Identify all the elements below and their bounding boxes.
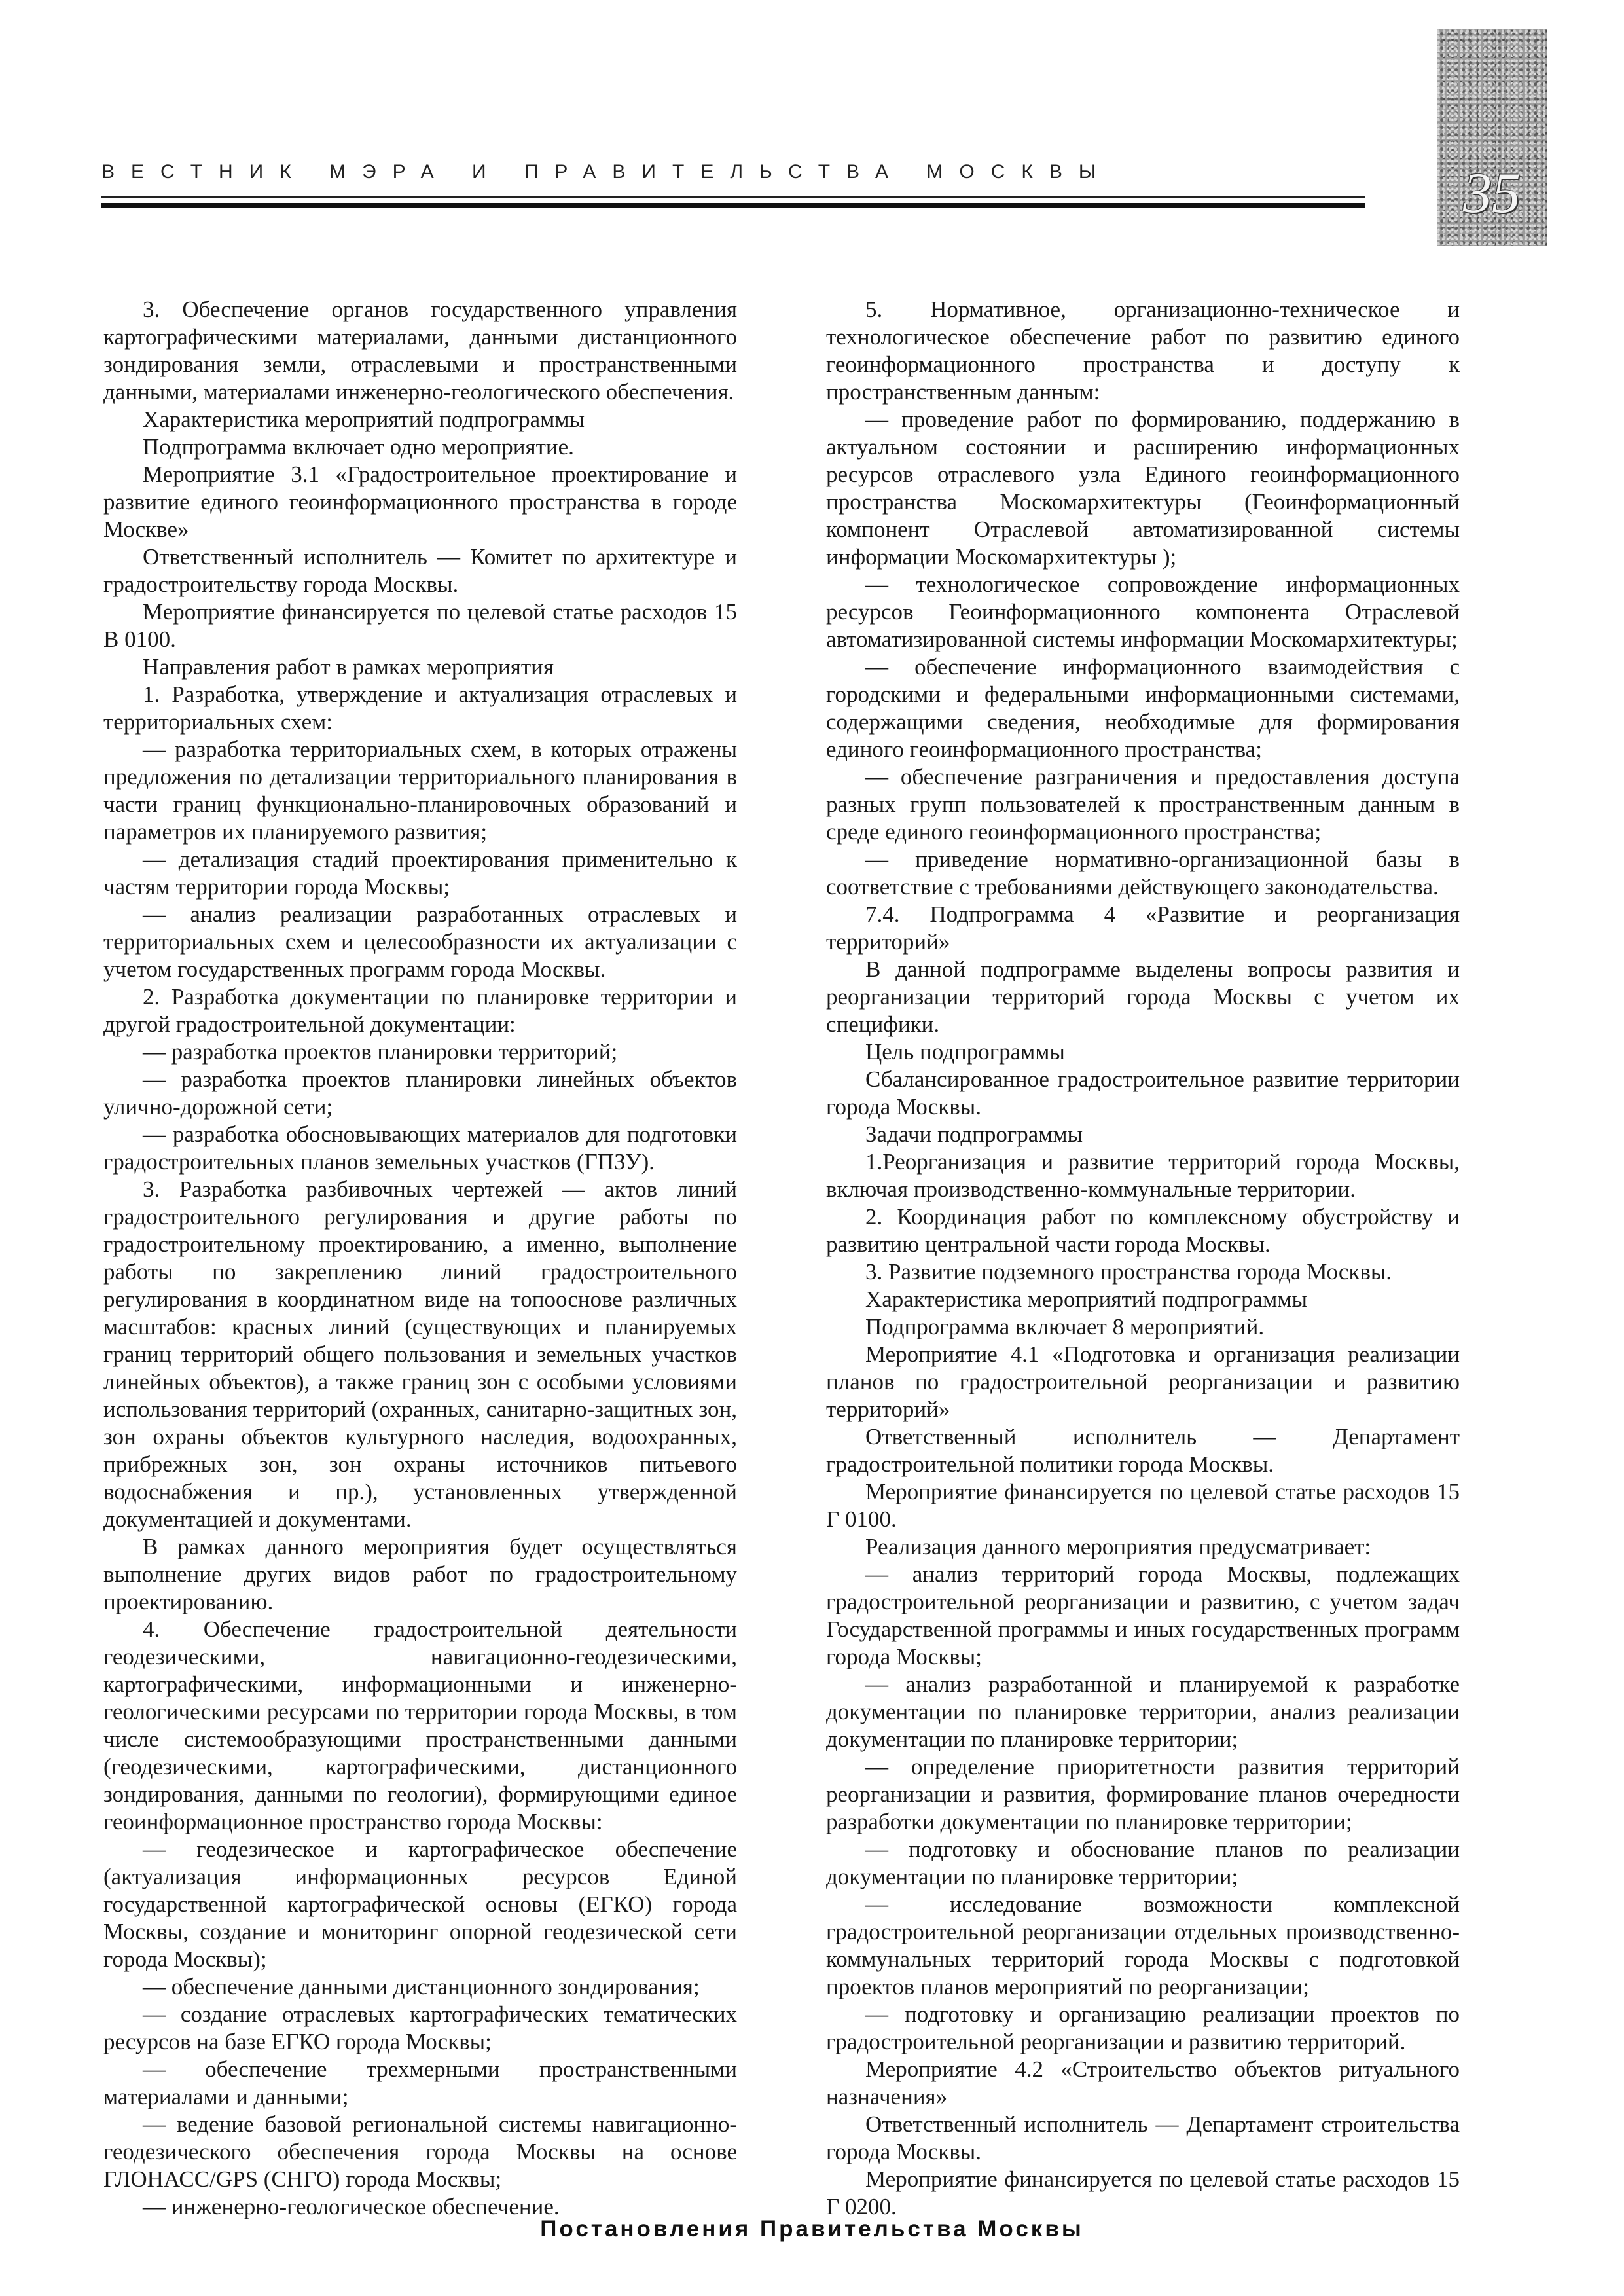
paragraph: — анализ территорий города Москвы, подлежащих градостроительной реорганизации и развитию, с учетом задач Государственной программы и иных государственных программ города Москвы; xyxy=(826,1561,1460,1669)
footer-title: Постановления Правительства Москвы xyxy=(540,2216,1084,2242)
paragraph: — разработка территориальных схем, в которых отражены предложения по детализации территориального планирования в части границ функционально-планировочных образований и параметров их планируемого развития; xyxy=(103,737,737,845)
paragraph: — разработка проектов планировки линейных объектов улично-дорожной сети; xyxy=(103,1066,737,1120)
paragraph: 5. Нормативное, организационно-техническое и технологическое обеспечение работ по развитию единого геоинформационного пространства и доступу к пространственным данным: xyxy=(826,297,1460,405)
paragraph: Мероприятие 4.1 «Подготовка и организация реализации планов по градостроительной реорганизации и развитию территорий» xyxy=(826,1341,1460,1422)
paragraph: Ответственный исполнитель — Департамент градостроительной политики города Москвы. xyxy=(826,1424,1460,1477)
paragraph: 1. Разработка, утверждение и актуализация отраслевых и территориальных схем: xyxy=(103,682,737,735)
paragraph: Характеристика мероприятий подпрограммы xyxy=(865,1286,1307,1312)
paragraph: Мероприятие 4.2 «Строительство объектов ритуального назначения» xyxy=(826,2056,1460,2109)
paragraph: 3. Разработка разбивочных чертежей — актов линий градостроительного регулирования и другие работы по градостроительному проектированию, а именно, выполнение работы по закреплению линий градостроительного регулирования в координатном виде на топооснове различных масштабов: красных линий (существующих и планируемых границ территорий общего пользования и земельных участков линейных объектов), а также границ зон с особыми условиями использования территорий (охранных, санитарно-защитных зон, зон охраны объектов культурного наследия, водоохранных, прибрежных зон, зон охраны источников питьевого водоснабжения и пр.), установленных утвержденной документацией и документами. xyxy=(103,1176,737,1532)
paragraph: 3. Развитие подземного пространства города Москвы. xyxy=(865,1259,1392,1285)
paragraph: В рамках данного мероприятия будет осуществляться выполнение других видов работ по градостроительному проектированию. xyxy=(103,1534,737,1614)
paragraph: — обеспечение трехмерными пространственными материалами и данными; xyxy=(103,2056,737,2109)
left-column xyxy=(103,296,737,2221)
paragraph: 4. Обеспечение градостроительной деятельности геодезическими, навигационно-геодезическими, картографическими, информационными и инженерно-геологическими ресурсами по территории города Москвы, в том числе системообразующими пространственными данными (геодезическими, картографическими, дистанционного зондирования, данными по геологии), формирующими единое геоинформационное пространство города Москвы: xyxy=(103,1616,737,1834)
paragraph: — подготовку и организацию реализации проектов по градостроительной реорганизации и развитию территорий. xyxy=(826,2001,1460,2054)
paragraph: — анализ разработанной и планируемой к разработке документации по планировке территории, анализ реализации документации по планировке территории; xyxy=(826,1671,1460,1752)
paragraph: 2. Разработка документации по планировке территории и другой градостроительной документации: xyxy=(103,984,737,1037)
paragraph: Характеристика мероприятий подпрограммы xyxy=(143,407,585,432)
paragraph: Подпрограмма включает 8 мероприятий. xyxy=(865,1314,1265,1339)
paragraph: Ответственный исполнитель — Департамент строительства города Москвы. xyxy=(826,2111,1460,2164)
paragraph: — приведение нормативно-организационной базы в соответствие с требованиями действующего законодательства. xyxy=(826,847,1460,900)
paragraph: 1.Реорганизация и развитие территорий города Москвы, включая производственно-коммунальные территории. xyxy=(826,1149,1460,1202)
header-rule-thick xyxy=(101,203,1365,208)
paragraph: — подготовку и обоснование планов по реализации документации по планировке территории; xyxy=(826,1836,1460,1889)
paragraph: — анализ реализации разработанных отраслевых и территориальных схем и целесообразности их актуализации с учетом государственных программ города Москвы. xyxy=(103,902,737,982)
paragraph: Мероприятие финансируется по целевой статье расходов 15 В 0100. xyxy=(103,599,737,652)
paragraph: — исследование возможности комплексной градостроительной реорганизации отдельных производственно-коммунальных территорий города Москвы с подготовкой проектов планов мероприятий по реорганизации; xyxy=(826,1891,1460,1999)
paragraph: Цель подпрограммы xyxy=(865,1039,1065,1065)
paragraph: Мероприятие финансируется по целевой статье расходов 15 Г 0100. xyxy=(826,1479,1460,1532)
paragraph: — обеспечение данными дистанционного зондирования; xyxy=(143,1974,700,1999)
paragraph: — определение приоритетности развития территорий реорганизации и развития, формирование планов очередности разработки документации по планировке территории; xyxy=(826,1754,1460,1834)
paragraph: Мероприятие финансируется по целевой статье расходов 15 Г 0200. xyxy=(826,2166,1460,2219)
paragraph: — разработка обосновывающих материалов для подготовки градостроительных планов земельных участков (ГПЗУ). xyxy=(103,1121,737,1175)
masthead: ВЕСТНИК МЭРА И ПРАВИТЕЛЬСТВА МОСКВЫ xyxy=(101,161,1113,183)
header-rule-thin xyxy=(101,196,1365,198)
paragraph: — создание отраслевых картографических тематических ресурсов на базе ЕГКО города Москвы; xyxy=(103,2001,737,2054)
paragraph: В данной подпрограмме выделены вопросы развития и реорганизации территорий города Москвы с учетом их специфики. xyxy=(826,957,1460,1037)
paragraph: Направления работ в рамках мероприятия xyxy=(143,654,554,680)
paragraph: — обеспечение информационного взаимодействия с городскими и федеральными информационными системами, содержащими сведения, необходимые для формирования единого геоинформационного пространства; xyxy=(826,654,1460,762)
paragraph: Реализация данного мероприятия предусматривает: xyxy=(865,1534,1371,1559)
page-number-box xyxy=(1437,29,1547,246)
paragraph: — проведение работ по формированию, поддержанию в актуальном состоянии и расширению информационных ресурсов отраслевого узла Единого геоинформационного пространства Москомархитектуры (Геоинформационный компонент Отраслевой автоматизированной системы информации Москомархитектуры ); xyxy=(826,407,1460,570)
paragraph: — обеспечение разграничения и предоставления доступа разных групп пользователей к пространственным данным в среде единого геоинформационного пространства; xyxy=(826,764,1460,845)
paragraph: 2. Координация работ по комплексному обустройству и развитию центральной части города Москвы. xyxy=(826,1204,1460,1257)
paragraph: Сбалансированное градостроительное развитие территории города Москвы. xyxy=(826,1066,1460,1120)
paragraph: — геодезическое и картографическое обеспечение (актуализация информационных ресурсов Единой государственной картографической основы (ЕГКО) города Москвы, создание и мониторинг опорной геодезической сети города Москвы); xyxy=(103,1836,737,1972)
paragraph: — технологическое сопровождение информационных ресурсов Геоинформационного компонента Отраслевой автоматизированной системы информации Москомархитектуры; xyxy=(826,572,1460,652)
paragraph: Мероприятие 3.1 «Градостроительное проектирование и развитие единого геоинформационного пространства в городе Москве» xyxy=(103,462,737,542)
paragraph: Ответственный исполнитель — Комитет по архитектуре и градостроительству города Москвы. xyxy=(103,544,737,597)
right-column xyxy=(826,296,1460,2221)
paragraph: — детализация стадий проектирования применительно к частям территории города Москвы; xyxy=(103,847,737,900)
paragraph: — инженерно-геологическое обеспечение. xyxy=(143,2194,560,2219)
paragraph: Подпрограмма включает одно мероприятие. xyxy=(143,434,574,460)
paragraph: 7.4. Подпрограмма 4 «Развитие и реорганизация территорий» xyxy=(826,902,1460,955)
paragraph: — разработка проектов планировки территорий; xyxy=(143,1039,618,1065)
page-number: 35 xyxy=(1463,162,1521,225)
paragraph: Задачи подпрограммы xyxy=(865,1121,1083,1147)
paragraph: — ведение базовой региональной системы навигационно-геодезического обеспечения города Москвы на основе ГЛОНАСС/GPS (СНГО) города Москвы; xyxy=(103,2111,737,2192)
paragraph: 3. Обеспечение органов государственного управления картографическими материалами, данными дистанционного зондирования земли, отраслевыми и пространственными данными, материалами инженерно-геологического обеспечения. xyxy=(103,297,737,405)
